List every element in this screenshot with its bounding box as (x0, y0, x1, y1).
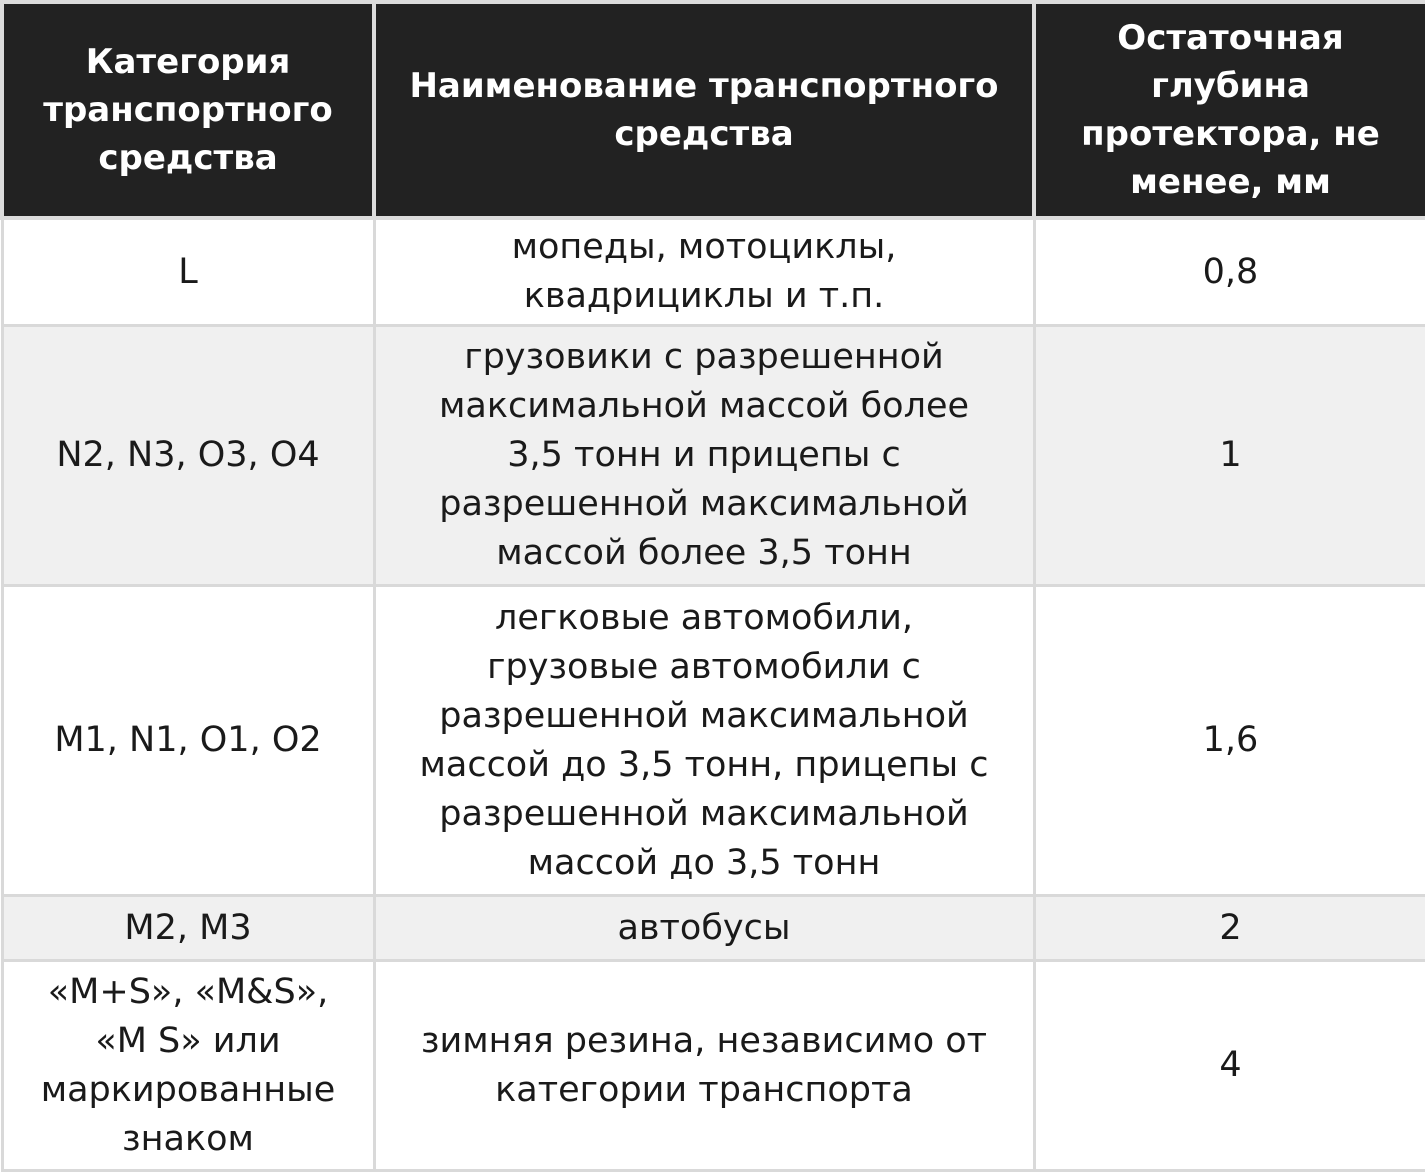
cell-vehicle-name: мопеды, мотоциклы, квадрициклы и т.п. (374, 218, 1034, 326)
header-row (2, 2, 1425, 218)
cell-vehicle-name: легковые автомобили, грузовые автомобили с разрешенной максимальной массой до 3,5 тонн, прицепы с разрешенной максимальной массой до 3,5 тонн (374, 586, 1034, 896)
cell-category: M2, M3 (2, 896, 374, 961)
table-header (2, 2, 1425, 218)
header-vehicle-name (374, 2, 1034, 218)
table-row (2, 326, 1425, 586)
cell-tread-depth: 2 (1034, 896, 1425, 961)
cell-vehicle-name: грузовики с разрешенной максимальной массой более 3,5 тонн и прицепы с разрешенной максимальной массой более 3,5 тонн (374, 326, 1034, 586)
cell-tread-depth: 0,8 (1034, 218, 1425, 326)
table-row (2, 961, 1425, 1171)
table-row (2, 896, 1425, 961)
header-tread-depth-label: Остаточная глубина протектора, не менее, мм (1081, 18, 1380, 202)
table-row (2, 218, 1425, 326)
table-body (2, 218, 1425, 1171)
cell-category: M1, N1, O1, O2 (2, 586, 374, 896)
cell-category: L (2, 218, 374, 326)
header-category (2, 2, 374, 218)
cell-category: N2, N3, O3, O4 (2, 326, 374, 586)
cell-category: «M+S», «M&S», «M S» или маркированные знаком (2, 961, 374, 1171)
header-vehicle-name-label: Наименование транспортного средства (409, 66, 999, 154)
header-category-label: Категория транспортного средства (43, 42, 333, 178)
cell-vehicle-name: автобусы (374, 896, 1034, 961)
cell-vehicle-name: зимняя резина, независимо от категории транспорта (374, 961, 1034, 1171)
cell-tread-depth: 4 (1034, 961, 1425, 1171)
header-tread-depth (1034, 2, 1425, 218)
cell-tread-depth: 1 (1034, 326, 1425, 586)
cell-tread-depth: 1,6 (1034, 586, 1425, 896)
table-row (2, 586, 1425, 896)
